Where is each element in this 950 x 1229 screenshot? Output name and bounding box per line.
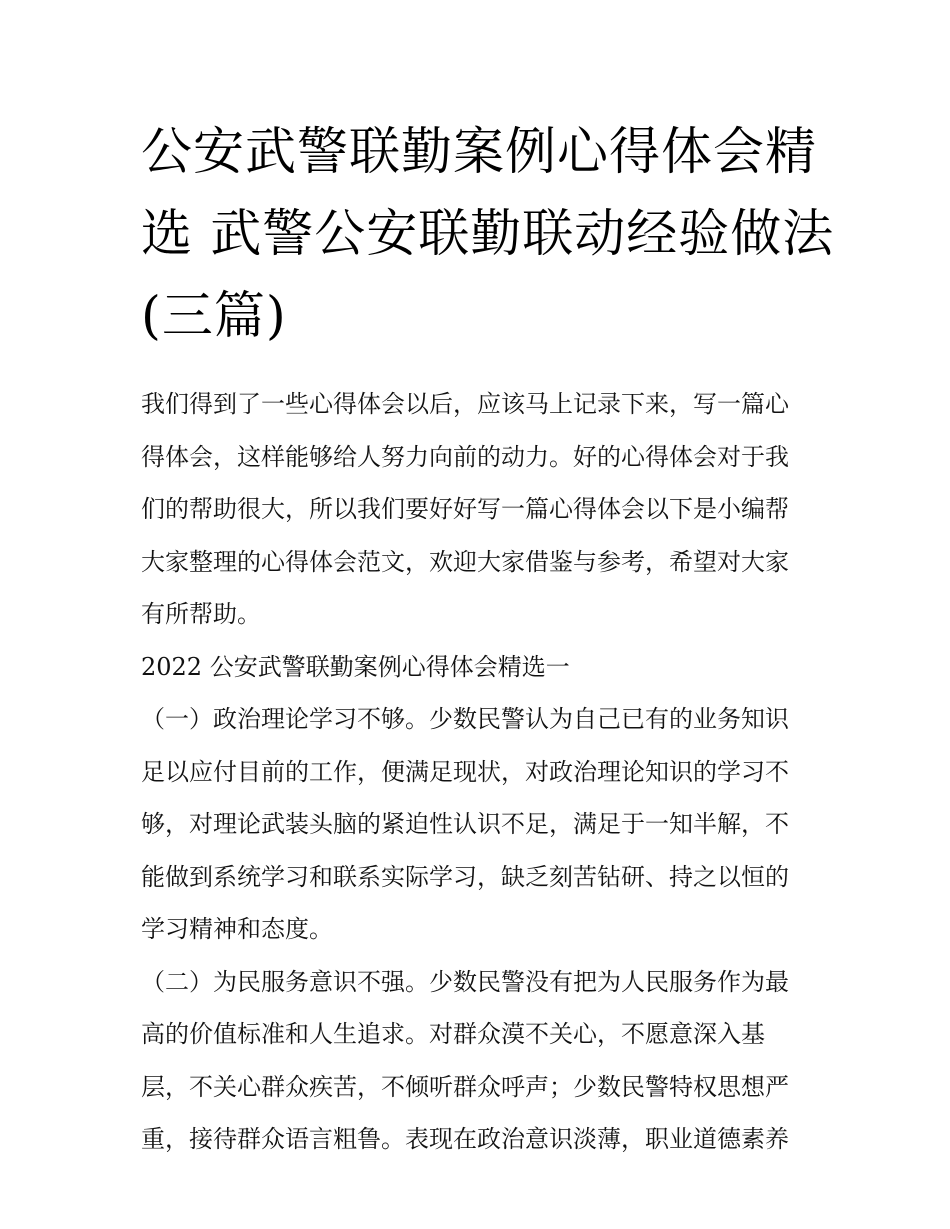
title-line-2: 选 武警公安联勤联动经验做法 (141, 205, 835, 264)
document-title (141, 112, 835, 358)
intro-line-3: 们的帮助很大，所以我们要好好写一篇心得体会以下是小编帮 (141, 495, 789, 523)
intro-line-1: 我们得到了一些心得体会以后，应该马上记录下来，写一篇心 (141, 390, 789, 418)
point-two-line-2: 高的价值标准和人生追求。对群众漠不关心，不愿意深入基 (141, 1020, 765, 1048)
intro-line-2: 得体会，这样能够给人努力向前的动力。好的心得体会对于我 (141, 442, 789, 471)
document-body (141, 378, 813, 1166)
point-two-line-3: 层，不关心群众疾苦，不倾听群众呼声；少数民警特权思想严 (141, 1072, 789, 1101)
intro-line-5: 有所帮助。 (141, 600, 261, 628)
point-two-line-1: （二）为民服务意识不强。少数民警没有把为人民服务作为最 (141, 967, 789, 996)
document-page (141, 112, 835, 1166)
title-line-1: 公安武警联勤案例心得体会精 (141, 123, 818, 182)
title-line-3: (三篇) (141, 287, 287, 346)
intro-line-4: 大家整理的心得体会范文，欢迎大家借鉴与参考，希望对大家 (141, 547, 789, 576)
point-one-line-5: 学习精神和态度。 (141, 915, 333, 943)
point-one-line-1: （一）政治理论学习不够。少数民警认为自己已有的业务知识 (141, 705, 789, 733)
point-one-line-3: 够，对理论武装头脑的紧迫性认识不足，满足于一知半解，不 (141, 810, 789, 838)
point-one-line-4: 能做到系统学习和联系实际学习，缺乏刻苦钻研、持之以恒的 (141, 862, 789, 891)
section-heading: 2022 公安武警联勤案例心得体会精选一 (141, 652, 570, 681)
point-one-line-2: 足以应付目前的工作，便满足现状，对政治理论知识的学习不 (141, 757, 789, 786)
point-two-line-4: 重，接待群众语言粗鲁。表现在政治意识淡薄，职业道德素养 (141, 1125, 789, 1153)
